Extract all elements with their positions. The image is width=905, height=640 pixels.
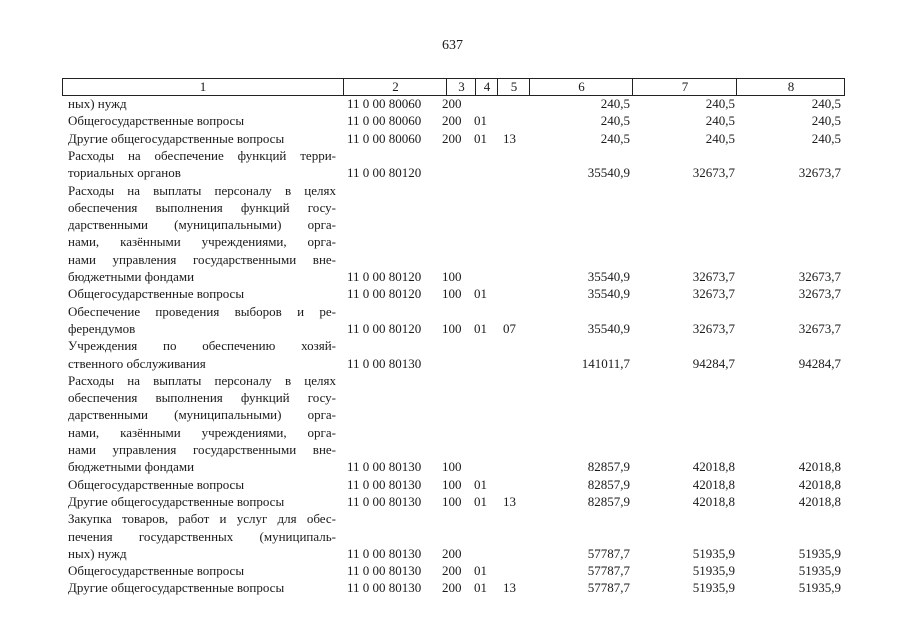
row-section: 01 [474,130,487,146]
row-expense-type: 200 [442,545,462,561]
row-subsection: 13 [503,493,516,509]
table-row [0,286,905,302]
row-value-col7: 240,5 [705,96,735,111]
row-value-col6: 82857,9 [587,476,630,492]
row-section: 01 [474,113,487,129]
row-code: 11 0 00 80060 [347,130,422,146]
row-name: бюджетными фондами [68,269,195,284]
row-expense-type: 100 [442,269,462,284]
row-name: Общегосударственные вопросы [68,113,245,129]
row-value-col6: 240,5 [600,113,630,129]
row-value-col8: 32673,7 [798,269,841,284]
row-name: ных) нужд [68,545,127,561]
row-expense-type: 200 [442,563,462,579]
row-expense-type: 100 [442,320,462,336]
header-col-8: 8 [736,79,845,95]
row-section: 01 [474,493,487,509]
row-name: Общегосударственные вопросы [68,286,245,302]
row-code: 11 0 00 80120 [347,269,422,284]
table-row [0,217,905,233]
row-value-col7: 42018,8 [692,459,735,475]
row-value-col6: 35540,9 [587,286,630,302]
row-expense-type: 100 [442,493,462,509]
table-row [0,356,905,372]
row-value-col8: 42018,8 [798,476,841,492]
row-code: 11 0 00 80060 [347,96,422,111]
table-row [0,165,905,181]
row-value-col6: 35540,9 [587,165,630,181]
row-name: Другие общегосударственные вопросы [68,493,285,509]
page-number: 637 [442,38,463,53]
row-value-col8: 240,5 [811,96,841,111]
row-name: ферендумов [68,320,136,336]
row-name: ственного обслуживания [68,355,206,371]
table-row [0,148,905,164]
row-value-col6: 35540,9 [587,269,630,284]
row-name: нами, казёнными учреждениями, орга- [68,424,336,440]
row-code: 11 0 00 80130 [347,493,422,509]
table-row [0,390,905,406]
row-name: Учреждения по обеспечению хозяй- [68,338,336,354]
row-value-col8: 51935,9 [798,563,841,579]
row-code: 11 0 00 80120 [347,286,422,302]
row-value-col8: 32673,7 [798,165,841,181]
row-value-col7: 51935,9 [692,563,735,579]
row-value-col6: 57787,7 [587,545,630,561]
table-row [0,338,905,354]
row-name: печения государственных (муниципаль- [68,528,336,544]
row-value-col6: 82857,9 [587,459,630,475]
header-col-1: 1 [199,79,207,94]
row-value-col7: 42018,8 [692,476,735,492]
row-value-col7: 94284,7 [692,355,735,371]
row-expense-type: 100 [442,476,462,492]
row-section: 01 [474,320,487,336]
row-value-col8: 240,5 [811,130,841,146]
row-name: обеспечения выполнения функций госу- [68,390,336,406]
table-row [0,321,905,337]
row-code: 11 0 00 80130 [347,459,422,475]
header-col-6: 6 [529,79,633,95]
row-code: 11 0 00 80060 [347,113,422,129]
row-name: обеспечения выполнения функций госу- [68,199,336,215]
table-row [0,200,905,216]
row-name: ториальных органов [68,165,181,181]
row-expense-type: 200 [442,580,462,596]
row-code: 11 0 00 80130 [347,355,422,371]
row-value-col8: 51935,9 [798,580,841,596]
table-row [0,459,905,475]
row-section: 01 [474,476,487,492]
table-row [0,546,905,562]
row-value-col8: 51935,9 [798,545,841,561]
row-value-col7: 240,5 [705,113,735,129]
table-row [0,96,905,112]
table-row [0,529,905,545]
row-expense-type: 200 [442,96,462,111]
row-value-col7: 32673,7 [692,286,735,302]
row-value-col6: 240,5 [600,130,630,146]
row-section: 01 [474,286,487,302]
row-name: дарственными (муниципальными) орга- [68,407,336,423]
row-subsection: 13 [503,130,516,146]
header-col-4: 4 [475,79,498,95]
row-name: нами, казёнными учреждениями, орга- [68,234,336,250]
row-value-col8: 42018,8 [798,459,841,475]
table-row [0,563,905,579]
row-value-col6: 57787,7 [587,563,630,579]
table-row [0,511,905,527]
table-row [0,407,905,423]
row-expense-type: 100 [442,459,462,475]
row-value-col6: 82857,9 [587,493,630,509]
row-name: Другие общегосударственные вопросы [68,130,285,146]
row-name: Расходы на выплаты персоналу в целях [68,182,336,198]
row-code: 11 0 00 80130 [347,545,422,561]
table-row [0,234,905,250]
table-header [62,78,845,96]
table-row [0,269,905,285]
header-col-7: 7 [632,79,737,95]
row-value-col8: 32673,7 [798,320,841,336]
table-row [0,477,905,493]
table-row [0,183,905,199]
row-value-col7: 32673,7 [692,320,735,336]
row-name: Общегосударственные вопросы [68,563,245,579]
header-col-2: 2 [343,79,447,95]
row-value-col8: 42018,8 [798,493,841,509]
row-value-col7: 51935,9 [692,580,735,596]
row-value-col7: 240,5 [705,130,735,146]
row-value-col6: 35540,9 [587,320,630,336]
table-row [0,113,905,129]
row-code: 11 0 00 80130 [347,476,422,492]
row-section: 01 [474,563,487,579]
row-code: 11 0 00 80130 [347,563,422,579]
row-value-col7: 51935,9 [692,545,735,561]
table-row [0,252,905,268]
row-expense-type: 200 [442,113,462,129]
row-value-col8: 240,5 [811,113,841,129]
header-col-5: 5 [497,79,530,95]
row-expense-type: 100 [442,286,462,302]
row-name: нами управления государственными вне- [68,442,336,457]
row-expense-type: 200 [442,130,462,146]
row-name: Другие общегосударственные вопросы [68,580,285,596]
table-row [0,425,905,441]
header-col-3: 3 [446,79,476,95]
table-row [0,494,905,510]
table-row [0,304,905,320]
row-value-col7: 32673,7 [692,165,735,181]
row-value-col6: 57787,7 [587,580,630,596]
row-code: 11 0 00 80130 [347,580,422,596]
row-code: 11 0 00 80120 [347,165,422,181]
row-name: ных) нужд [68,96,127,111]
row-code: 11 0 00 80120 [347,320,422,336]
row-value-col7: 32673,7 [692,269,735,284]
row-value-col6: 240,5 [600,96,630,111]
row-subsection: 13 [503,580,516,596]
row-value-col8: 94284,7 [798,355,841,371]
row-name: нами управления государственными вне- [68,251,336,267]
row-name: Расходы на обеспечение функций терри- [68,147,336,163]
row-name: Закупка товаров, работ и услуг для обес- [68,511,336,527]
table-row [0,580,905,596]
table-row [0,442,905,458]
row-value-col6: 141011,7 [581,355,630,371]
row-name: бюджетными фондами [68,459,195,475]
row-section: 01 [474,580,487,596]
row-name: Обеспечение проведения выборов и ре- [68,303,336,319]
row-name: дарственными (муниципальными) орга- [68,217,336,233]
row-value-col7: 42018,8 [692,493,735,509]
row-subsection: 07 [503,320,516,336]
row-name: Общегосударственные вопросы [68,476,245,492]
table-row [0,131,905,147]
table-row [0,373,905,389]
row-value-col8: 32673,7 [798,286,841,302]
row-name: Расходы на выплаты персоналу в целях [68,372,336,388]
